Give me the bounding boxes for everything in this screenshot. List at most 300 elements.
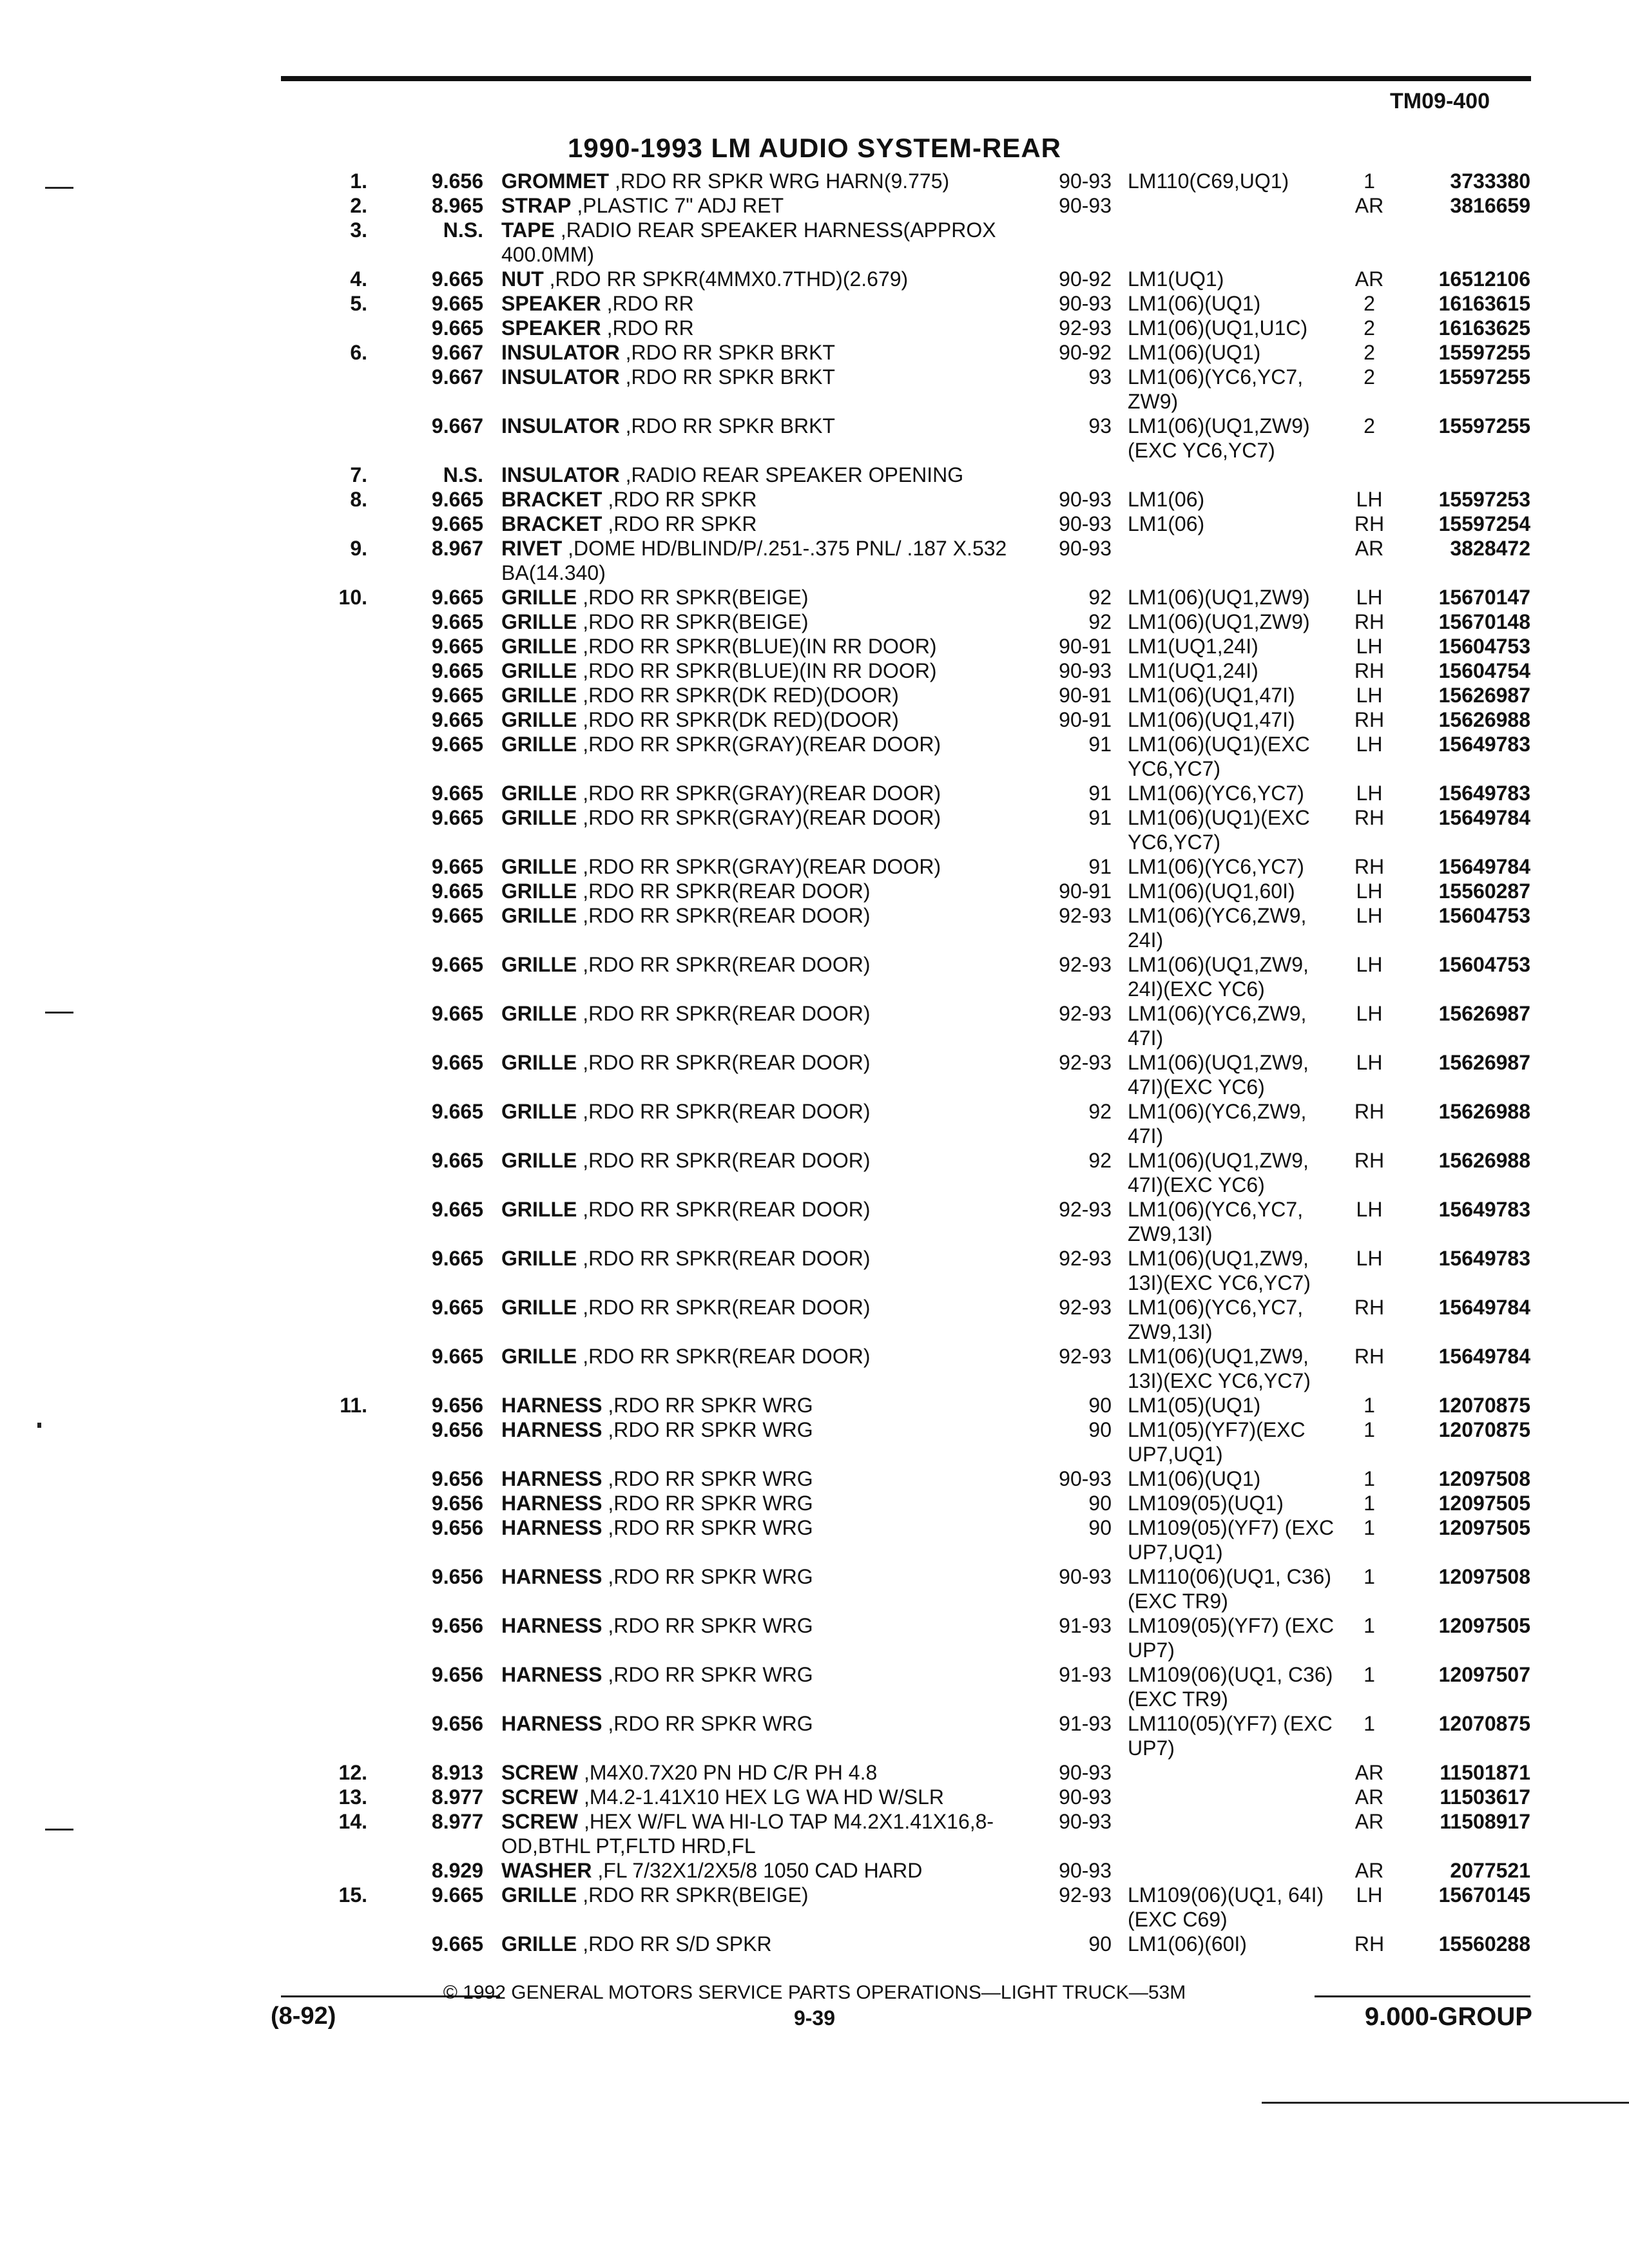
part-detail: ,DOME HD/BLIND/P/.251-.375 PNL/ .187 X.532 BA(14.340) <box>501 537 1007 584</box>
ref-number: 10. <box>338 586 367 609</box>
part-name: INSULATOR <box>501 341 620 364</box>
part-name: GRILLE <box>501 782 577 805</box>
part-description <box>501 487 1030 512</box>
part-detail: ,RDO RR SPKR(REAR DOOR) <box>577 1002 871 1025</box>
quantity: LH <box>1356 782 1383 805</box>
model-years: 91 <box>1088 782 1112 805</box>
part-name: GRILLE <box>501 1247 577 1270</box>
ref-number: 14. <box>338 1810 367 1833</box>
group-number: 9.665 <box>431 586 483 609</box>
part-row <box>0 683 1629 707</box>
part-row <box>0 1760 1629 1785</box>
part-name: HARNESS <box>501 1418 602 1441</box>
quantity: 1 <box>1364 169 1375 193</box>
usage-code: LM1(06)(UQ1,ZW9) <box>1128 586 1310 609</box>
part-description <box>501 1050 1030 1075</box>
quantity: 2 <box>1364 316 1375 340</box>
quantity: RH <box>1354 806 1385 829</box>
part-row <box>0 903 1629 952</box>
quantity: RH <box>1354 1100 1385 1123</box>
quantity: AR <box>1354 1761 1384 1784</box>
part-name: GRILLE <box>501 1345 577 1368</box>
ref-number: 3. <box>350 218 367 242</box>
usage-code: LM1(06)(YC6,YC7) <box>1128 855 1304 878</box>
part-number: 15626987 <box>1438 1051 1530 1074</box>
page-title: 1990-1993 LM AUDIO SYSTEM-REAR <box>568 133 1061 163</box>
group-number: 9.665 <box>431 316 483 340</box>
part-name: SCREW <box>501 1761 579 1784</box>
part-number: 15649784 <box>1438 806 1530 829</box>
part-description <box>501 267 1030 291</box>
part-number: 15649784 <box>1438 1296 1530 1319</box>
part-number: 12097505 <box>1438 1614 1530 1637</box>
ref-number: 2. <box>350 194 367 217</box>
part-detail: ,RDO RR S/D SPKR <box>577 1932 772 1956</box>
part-detail: ,RDO RR SPKR BRKT <box>619 341 835 364</box>
part-row <box>0 1491 1629 1515</box>
part-detail: ,RDO RR SPKR WRG <box>602 1394 813 1417</box>
part-number: 15597255 <box>1438 365 1530 389</box>
quantity: AR <box>1354 1810 1384 1833</box>
part-detail: ,RDO RR SPKR WRG <box>602 1467 813 1490</box>
group-number: 9.665 <box>431 1149 483 1172</box>
part-description <box>501 1515 1030 1540</box>
part-name: TAPE <box>501 218 555 242</box>
part-description <box>501 1001 1030 1026</box>
part-row <box>0 610 1629 634</box>
part-row <box>0 1711 1629 1760</box>
part-detail: ,RDO RR <box>601 292 694 315</box>
part-detail: ,M4.2-1.41X10 HEX LG WA HD W/SLR <box>578 1785 944 1809</box>
group-number: 9.665 <box>431 488 483 511</box>
part-number: 15560288 <box>1438 1932 1530 1956</box>
part-description <box>501 952 1030 977</box>
part-row <box>0 1295 1629 1344</box>
part-number: 12070875 <box>1438 1418 1530 1441</box>
part-number: 15649783 <box>1438 1198 1530 1221</box>
ref-number: 13. <box>338 1785 367 1809</box>
part-row <box>0 732 1629 781</box>
part-detail: ,RDO RR <box>601 316 694 340</box>
model-years: 92-93 <box>1059 316 1112 340</box>
model-years: 91-93 <box>1059 1712 1112 1735</box>
group-number: 9.665 <box>431 512 483 535</box>
part-name: GRILLE <box>501 1100 577 1123</box>
group-number: 9.667 <box>431 341 483 364</box>
group-number: 9.665 <box>431 1198 483 1221</box>
usage-code: LM1(05)(UQ1) <box>1128 1394 1261 1417</box>
part-detail: ,RDO RR SPKR WRG <box>602 1565 813 1588</box>
part-name: GRILLE <box>501 1296 577 1319</box>
model-years: 91 <box>1088 806 1112 829</box>
quantity: LH <box>1356 586 1383 609</box>
part-detail: ,RDO RR SPKR WRG <box>602 1614 813 1637</box>
quantity: LH <box>1356 1198 1383 1221</box>
part-number: 11508917 <box>1440 1810 1530 1833</box>
usage-code: LM1(UQ1,24I) <box>1128 659 1258 682</box>
part-number: 12097505 <box>1438 1492 1530 1515</box>
group-number: 9.665 <box>431 953 483 976</box>
model-years: 90-93 <box>1059 1467 1112 1490</box>
footer-date: (8-92) <box>271 2003 336 2030</box>
group-number: 9.665 <box>431 1296 483 1319</box>
part-row <box>0 1883 1629 1932</box>
part-name: GROMMET <box>501 169 610 193</box>
part-number: 16512106 <box>1438 267 1530 291</box>
model-years: 90-93 <box>1059 1859 1112 1882</box>
part-name: SCREW <box>501 1785 579 1809</box>
part-name: GRILLE <box>501 1198 577 1221</box>
margin-mark <box>37 1423 41 1428</box>
part-name: GRILLE <box>501 1883 577 1907</box>
part-number: 12070875 <box>1438 1712 1530 1735</box>
part-number: 15649784 <box>1438 855 1530 878</box>
quantity: 2 <box>1364 292 1375 315</box>
part-detail: ,RDO RR SPKR(BEIGE) <box>577 586 809 609</box>
part-number: 15649783 <box>1438 782 1530 805</box>
usage-code: LM1(06)(YC6,YC7) <box>1128 782 1304 805</box>
part-number: 12070875 <box>1438 1394 1530 1417</box>
group-number: 9.656 <box>431 1394 483 1417</box>
group-number: 9.665 <box>431 292 483 315</box>
part-name: GRILLE <box>501 610 577 633</box>
model-years: 90-93 <box>1059 537 1112 560</box>
part-detail: ,RDO RR SPKR(REAR DOOR) <box>577 904 871 927</box>
part-description <box>501 414 1030 438</box>
part-row <box>0 1662 1629 1711</box>
usage-code: LM1(06)(YC6,YC7, ZW9,13I) <box>1128 1296 1304 1343</box>
part-row <box>0 854 1629 879</box>
part-number: 15626987 <box>1438 1002 1530 1025</box>
model-years: 92-93 <box>1059 904 1112 927</box>
ref-number: 4. <box>350 267 367 291</box>
document-code: TM09-400 <box>1390 89 1490 113</box>
quantity: RH <box>1354 1345 1385 1368</box>
usage-code: LM1(06)(UQ1) <box>1128 341 1261 364</box>
part-name: GRILLE <box>501 953 577 976</box>
usage-code: LM1(06)(UQ1,ZW9, 47I)(EXC YC6) <box>1128 1051 1309 1099</box>
part-detail: ,RDO RR SPKR(GRAY)(REAR DOOR) <box>577 782 941 805</box>
bottom-rule <box>1262 2102 1629 2104</box>
model-years: 90 <box>1088 1932 1112 1956</box>
part-description <box>501 1932 1030 1956</box>
part-name: GRILLE <box>501 806 577 829</box>
model-years: 90-91 <box>1059 684 1112 707</box>
model-years: 90-93 <box>1059 169 1112 193</box>
part-number: 15670145 <box>1438 1883 1530 1907</box>
part-description <box>501 1099 1030 1124</box>
part-description <box>501 879 1030 903</box>
part-row <box>0 634 1629 658</box>
usage-code: LM1(06)(UQ1,ZW9, 13I)(EXC YC6,YC7) <box>1128 1247 1311 1294</box>
part-name: HARNESS <box>501 1565 602 1588</box>
model-years: 90-93 <box>1059 659 1112 682</box>
part-number: 15670148 <box>1438 610 1530 633</box>
group-number: 9.665 <box>431 684 483 707</box>
usage-code: LM1(06)(YC6,ZW9, 24I) <box>1128 904 1307 952</box>
part-name: GRILLE <box>501 635 577 658</box>
part-row <box>0 1050 1629 1099</box>
part-detail: ,RDO RR SPKR(GRAY)(REAR DOOR) <box>577 733 941 756</box>
model-years: 90-93 <box>1059 1565 1112 1588</box>
part-number: 2077521 <box>1450 1859 1530 1882</box>
part-detail: ,RDO RR SPKR <box>602 512 757 535</box>
part-row <box>0 169 1629 193</box>
group-number: 9.665 <box>431 635 483 658</box>
usage-code: LM109(05)(YF7) (EXC UP7,UQ1) <box>1128 1516 1335 1564</box>
part-row <box>0 1148 1629 1197</box>
part-description <box>501 805 1030 830</box>
part-description <box>501 1883 1030 1907</box>
part-detail: ,RDO RR SPKR(REAR DOOR) <box>577 1247 871 1270</box>
group-number: 9.665 <box>431 879 483 903</box>
part-description <box>501 1295 1030 1320</box>
part-detail: ,HEX W/FL WA HI-LO TAP M4.2X1.41X16,8-OD,BTHL PT,FLTD HRD,FL <box>501 1810 994 1858</box>
group-number: 8.977 <box>431 1810 483 1833</box>
part-name: INSULATOR <box>501 463 620 486</box>
footer-copyright: © 1992 GENERAL MOTORS SERVICE PARTS OPERATIONS—LIGHT TRUCK—53M <box>443 1982 1186 2003</box>
quantity: 1 <box>1364 1663 1375 1686</box>
part-row <box>0 340 1629 365</box>
part-name: HARNESS <box>501 1614 602 1637</box>
quantity: LH <box>1356 879 1383 903</box>
group-number: 8.929 <box>431 1859 483 1882</box>
part-description <box>501 512 1030 536</box>
part-row <box>0 267 1629 291</box>
part-description <box>501 1418 1030 1442</box>
part-detail: ,RDO RR SPKR <box>602 488 757 511</box>
group-number: 9.656 <box>431 1614 483 1637</box>
part-name: GRILLE <box>501 904 577 927</box>
part-number: 11501871 <box>1440 1761 1530 1784</box>
model-years: 90-91 <box>1059 879 1112 903</box>
part-description <box>501 316 1030 340</box>
model-years: 90-93 <box>1059 488 1112 511</box>
part-row <box>0 218 1629 267</box>
part-number: 12097508 <box>1438 1467 1530 1490</box>
usage-code: LM1(06)(UQ1,60I) <box>1128 879 1295 903</box>
part-detail: ,RDO RR SPKR WRG <box>602 1712 813 1735</box>
part-row <box>0 536 1629 585</box>
part-number: 3828472 <box>1450 537 1530 560</box>
part-number: 15626987 <box>1438 684 1530 707</box>
group-number: 9.665 <box>431 855 483 878</box>
quantity: RH <box>1354 512 1385 535</box>
group-number: 8.977 <box>431 1785 483 1809</box>
part-description <box>501 340 1030 365</box>
model-years: 92-93 <box>1059 1883 1112 1907</box>
part-detail: ,FL 7/32X1/2X5/8 1050 CAD HARD <box>592 1859 923 1882</box>
part-row <box>0 316 1629 340</box>
ref-number: 6. <box>350 341 367 364</box>
part-description <box>501 658 1030 683</box>
usage-code: LM109(06)(UQ1, 64I)(EXC C69) <box>1128 1883 1324 1931</box>
ref-number: 7. <box>350 463 367 486</box>
part-number: 15604753 <box>1438 953 1530 976</box>
model-years: 92 <box>1088 1100 1112 1123</box>
usage-code: LM1(06)(UQ1,U1C) <box>1128 316 1308 340</box>
part-number: 15626988 <box>1438 1100 1530 1123</box>
usage-code: LM1(06) <box>1128 512 1205 535</box>
quantity: 1 <box>1364 1492 1375 1515</box>
part-detail: ,RDO RR SPKR(REAR DOOR) <box>577 1149 871 1172</box>
group-number: 9.665 <box>431 708 483 731</box>
usage-code: LM1(06)(UQ1,ZW9, 13I)(EXC YC6,YC7) <box>1128 1345 1311 1392</box>
ref-number: 9. <box>350 537 367 560</box>
part-row <box>0 658 1629 683</box>
model-years: 92-93 <box>1059 953 1112 976</box>
part-row <box>0 193 1629 218</box>
part-row <box>0 879 1629 903</box>
quantity: 1 <box>1364 1467 1375 1490</box>
usage-code: LM1(UQ1,24I) <box>1128 635 1258 658</box>
group-number: 9.656 <box>431 1467 483 1490</box>
part-row <box>0 1613 1629 1662</box>
part-name: GRILLE <box>501 1002 577 1025</box>
part-row <box>0 707 1629 732</box>
quantity: 1 <box>1364 1712 1375 1735</box>
usage-code: LM1(06)(UQ1,ZW9) <box>1128 610 1310 633</box>
part-description <box>501 585 1030 610</box>
part-number: 15597255 <box>1438 414 1530 437</box>
quantity: LH <box>1356 488 1383 511</box>
part-row <box>0 463 1629 487</box>
part-detail: ,RDO RR SPKR(REAR DOOR) <box>577 1345 871 1368</box>
header-rule <box>281 76 1531 81</box>
model-years: 92-93 <box>1059 1198 1112 1221</box>
part-row <box>0 1418 1629 1466</box>
ref-number: 11. <box>340 1394 367 1417</box>
quantity: RH <box>1354 855 1385 878</box>
part-name: RIVET <box>501 537 563 560</box>
group-number: 9.665 <box>431 1345 483 1368</box>
model-years: 92-93 <box>1059 1002 1112 1025</box>
quantity: AR <box>1354 1785 1384 1809</box>
quantity: LH <box>1356 1051 1383 1074</box>
group-number: 9.656 <box>431 1712 483 1735</box>
part-name: INSULATOR <box>501 414 620 437</box>
part-description <box>501 536 1030 585</box>
quantity: AR <box>1354 1859 1384 1882</box>
part-row <box>0 1785 1629 1809</box>
part-number: 15649784 <box>1438 1345 1530 1368</box>
part-name: GRILLE <box>501 684 577 707</box>
quantity: 1 <box>1364 1565 1375 1588</box>
parts-list <box>0 169 1629 1956</box>
group-number: 9.665 <box>431 1100 483 1123</box>
quantity: LH <box>1356 1002 1383 1025</box>
model-years: 90-93 <box>1059 1810 1112 1833</box>
group-number: 9.665 <box>431 1247 483 1270</box>
part-description <box>501 291 1030 316</box>
quantity: 1 <box>1364 1516 1375 1539</box>
part-detail: ,RDO RR SPKR WRG <box>602 1516 813 1539</box>
usage-code: LM1(06)(YC6,ZW9, 47I) <box>1128 1100 1307 1148</box>
part-name: BRACKET <box>501 512 602 535</box>
part-number: 15560287 <box>1438 879 1530 903</box>
quantity: LH <box>1356 733 1383 756</box>
part-name: HARNESS <box>501 1492 602 1515</box>
group-number: 9.656 <box>431 1492 483 1515</box>
part-detail: ,PLASTIC 7" ADJ RET <box>571 194 784 217</box>
part-description <box>501 1662 1030 1687</box>
part-description <box>501 683 1030 707</box>
usage-code: LM110(05)(YF7) (EXC UP7) <box>1128 1712 1333 1760</box>
part-description <box>501 1613 1030 1638</box>
model-years: 92-93 <box>1059 1247 1112 1270</box>
model-years: 92-93 <box>1059 1051 1112 1074</box>
part-row <box>0 291 1629 316</box>
part-description <box>501 1809 1030 1858</box>
group-number: 9.656 <box>431 1565 483 1588</box>
part-row <box>0 1466 1629 1491</box>
model-years: 90-93 <box>1059 512 1112 535</box>
quantity: RH <box>1354 1932 1385 1956</box>
part-row <box>0 1246 1629 1295</box>
part-number: 16163625 <box>1438 316 1530 340</box>
part-detail: ,RDO RR SPKR(BLUE)(IN RR DOOR) <box>577 635 937 658</box>
part-description <box>501 732 1030 756</box>
part-number: 16163615 <box>1438 292 1530 315</box>
part-number: 15626988 <box>1438 1149 1530 1172</box>
part-detail: ,RDO RR SPKR(REAR DOOR) <box>577 879 871 903</box>
part-row <box>0 1858 1629 1883</box>
part-row <box>0 805 1629 854</box>
part-detail: ,RDO RR SPKR WRG <box>602 1418 813 1441</box>
part-number: 15604753 <box>1438 904 1530 927</box>
part-description <box>501 1858 1030 1883</box>
margin-mark <box>45 1012 73 1014</box>
model-years: 90-92 <box>1059 341 1112 364</box>
part-name: HARNESS <box>501 1394 602 1417</box>
part-detail: ,RDO RR SPKR BRKT <box>619 365 835 389</box>
part-detail: ,RDO RR SPKR(DK RED)(DOOR) <box>577 684 899 707</box>
part-detail: ,RDO RR SPKR BRKT <box>619 414 835 437</box>
part-name: GRILLE <box>501 1149 577 1172</box>
part-name: GRILLE <box>501 733 577 756</box>
group-number: 8.913 <box>431 1761 483 1784</box>
group-number: 9.656 <box>431 169 483 193</box>
quantity: AR <box>1354 267 1384 291</box>
part-name: GRILLE <box>501 659 577 682</box>
margin-mark <box>45 1829 73 1831</box>
group-number: N.S. <box>443 463 483 486</box>
model-years: 90-91 <box>1059 635 1112 658</box>
usage-code: LM1(06)(UQ1,ZW9) (EXC YC6,YC7) <box>1128 414 1310 462</box>
model-years: 90 <box>1088 1418 1112 1441</box>
group-number: 9.665 <box>431 806 483 829</box>
usage-code: LM109(06)(UQ1, C36)(EXC TR9) <box>1128 1663 1333 1711</box>
part-row <box>0 781 1629 805</box>
part-name: INSULATOR <box>501 365 620 389</box>
group-number: 9.665 <box>431 1002 483 1025</box>
group-number: 8.967 <box>431 537 483 560</box>
part-description <box>501 1491 1030 1515</box>
model-years: 90 <box>1088 1516 1112 1539</box>
part-detail: ,RDO RR SPKR(REAR DOOR) <box>577 1296 871 1319</box>
part-description <box>501 1148 1030 1173</box>
part-number: 15604753 <box>1438 635 1530 658</box>
quantity: 2 <box>1364 341 1375 364</box>
part-number: 12097508 <box>1438 1565 1530 1588</box>
ref-number: 15. <box>338 1883 367 1907</box>
quantity: RH <box>1354 1149 1385 1172</box>
usage-code: LM1(06)(UQ1,ZW9, 24I)(EXC YC6) <box>1128 953 1309 1001</box>
part-detail: ,M4X0.7X20 PN HD C/R PH 4.8 <box>578 1761 878 1784</box>
part-number: 15649783 <box>1438 733 1530 756</box>
model-years: 91 <box>1088 733 1112 756</box>
part-name: HARNESS <box>501 1712 602 1735</box>
